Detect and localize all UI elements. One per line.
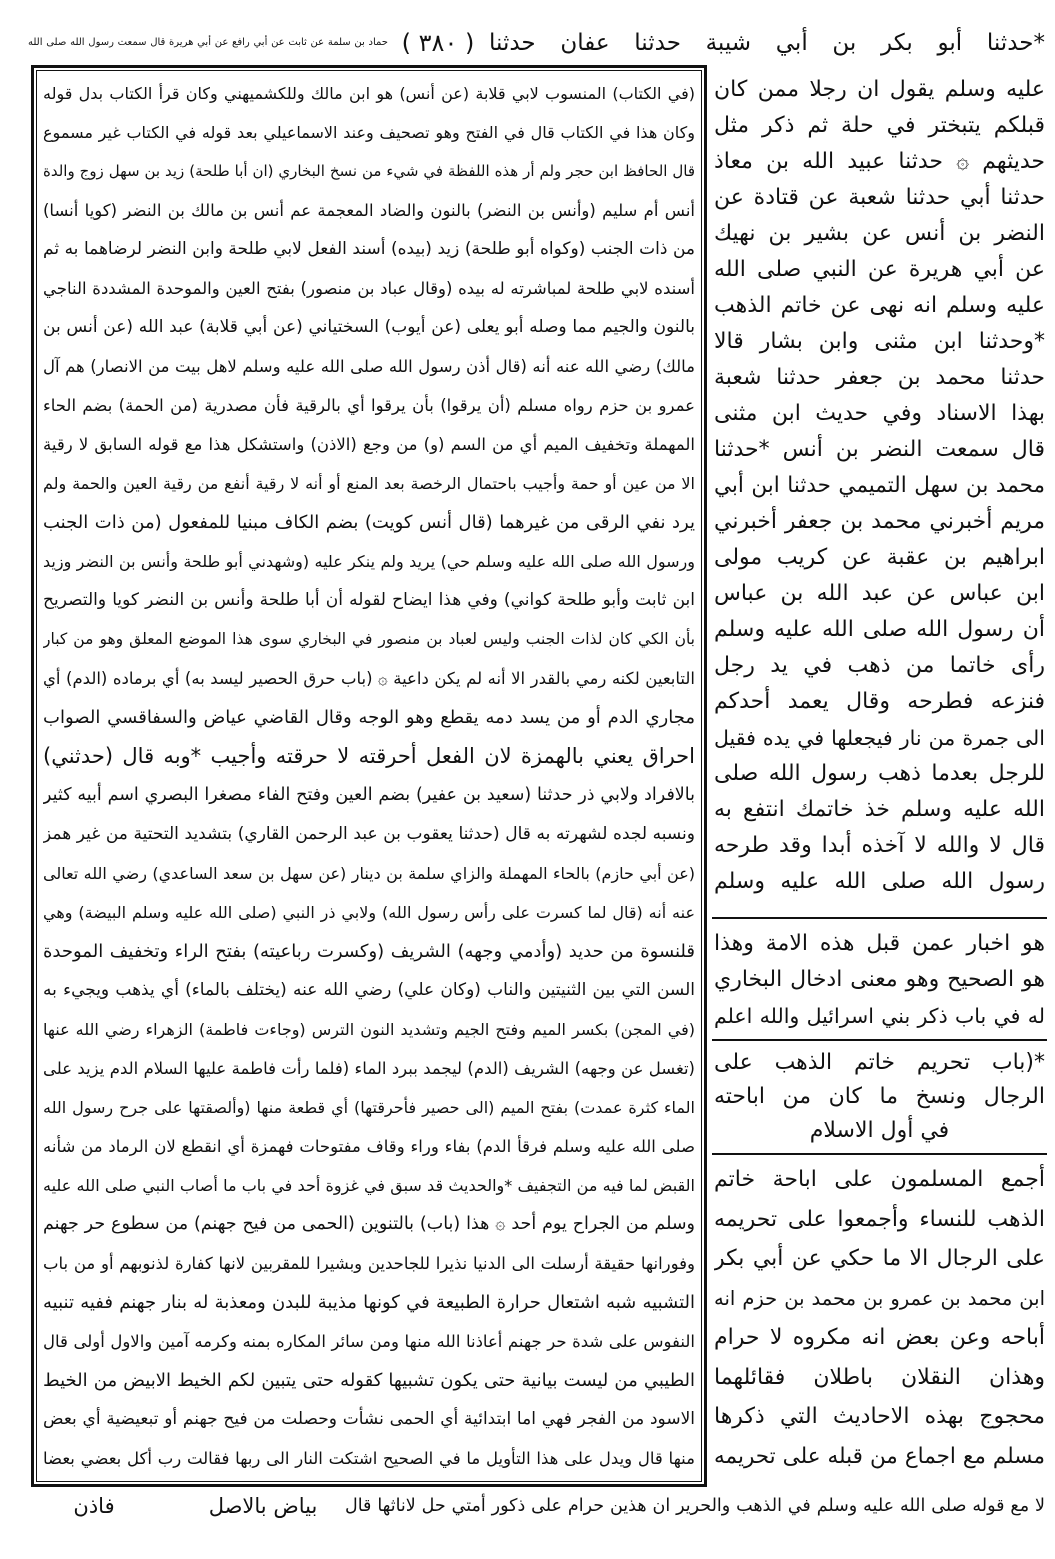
commentary-line: ورسول الله صلى الله عليه وسلم حي) يريد ولم ينكر عليه (وشهدني أبو طلحة وأنس بن النضر وزيد [43, 552, 695, 571]
commentary-line: أسنده لابي طلحة لمباشرته له بيده (وقال عباد بن منصور) بفتح العين والموحدة المشددة الناجي [43, 279, 695, 298]
matn-line: هو اخبار عمن قبل هذه الامة وهذا [714, 931, 1045, 956]
matn-line: مسلم مع اجماع من قبله على تحريمه [714, 1443, 1045, 1469]
commentary-line: منها قال ويدل على هذا التأويل ما في الصحيح اشتكت النار الى ربها فقالت رب أكل بعضي بعضا [43, 1449, 695, 1468]
chapter-heading [714, 1046, 1045, 1148]
matn-line: ابن عباس عن عبد الله بن عباس [714, 581, 1045, 606]
commentary-line: يرد نفي الرقى من غيرهما (قال أنس كويت) بضم الكاف مبنيا للمفعول (من ذات الجنب [43, 512, 695, 533]
commentary-line: ونسبه لجده لشهرته به قال (حدثنا يعقوب بن عبد الرحمن القاري) بتشديد التحتية من غير همز [43, 824, 695, 844]
commentary-line: الطيبي من ليست بيانية حتى يكون تشبيها كقوله حتى يتبين لكم الخيط الابيض من الخيط [43, 1370, 695, 1391]
commentary-line: بالافراد ولابي ذر حدثنا (سعيد بن عفير) بضم العين وفتح الفاء مصغرا البصري اسم أبيه كثير [43, 785, 695, 805]
matn-line: بهذا الاسناد وفي حديث ابن مثنى [714, 401, 1045, 426]
footer-continuation: لا مع قوله صلى الله عليه وسلم في الذهب والحرير ان هذين حرام على ذكور أمتي حل لاناثها قال [345, 1496, 1045, 1516]
page-footer [30, 1489, 1045, 1523]
matn-line: *وحدثنا ابن مثنى وابن بشار قالا [714, 329, 1045, 354]
commentary-line: (عن أبي حازم) بالحاء المهملة والزاي سلمة بن دينار (عن سهل بن سعد الساعدي) رضي الله تعالى [43, 864, 695, 883]
commentary-text [43, 74, 695, 1478]
matn-line: أباحه وعن بعض انه مكروه لا حرام [714, 1325, 1045, 1350]
commentary-line: الا من عين أو حمة وأجيب باحتمال الرخصة بعد المنع أو أنه لا رقية أنفع من رقية العين والحمة ولم [43, 474, 695, 493]
commentary-line: السن التي بين الثنيتين والناب (وكان علي) رضي الله عنه (يختلف بالماء) أي يذهب ويجيء به [43, 980, 695, 1000]
commentary-line: القبض لما فيه من التجفيف *والحديث قد سبق في غزوة أحد في باب ما أصاب النبي صلى الله عليه [43, 1176, 695, 1195]
commentary-line: عنه أنه (قال لما كسرت على رأس رسول الله) ولابي ذر النبي (صلى الله عليه وسلم البيضة) وهي [43, 903, 695, 922]
matn-line: أجمع المسلمون على اباحة خاتم [714, 1167, 1045, 1192]
matn-line: قال لا والله لا آخذه أبدا وقد طرحه [714, 833, 1045, 858]
matn-line: الى جمرة من نار فيجعلها في يده فقيل [714, 726, 1045, 750]
commentary-line: وسلم من الجراح يوم أحد ۞ هذا (باب) بالتنوين (الحمى من فيح جهنم) من سطوع حر جهنم [43, 1214, 695, 1234]
matn-line: رأى خاتما من ذهب في يد رجل [714, 653, 1045, 678]
catchword: فاذن [73, 1494, 115, 1518]
matn-line: أن رسول الله صلى الله عليه وسلم [714, 617, 1045, 642]
commentary-line: (تغسل عن وجهه) الشريف (الدم) ليجمد ببرد الماء (فلما رأت فاطمة عليها السلام الدم يزيد على [43, 1059, 695, 1078]
commentary-line: الاسود من الفجر فهي اما ابتدائية أي الحمى نشأت وحصلت من فيح جهنم أو تبعيضية أي بعض [43, 1409, 695, 1429]
chapter-heading-line: *(باب تحريم خاتم الذهب على [714, 1050, 1045, 1075]
matn-line: الذهب للنساء وأجمعوا على تحريمه [714, 1206, 1045, 1232]
matn-line: النضر بن أنس عن بشير بن نهيك [714, 221, 1045, 246]
header-text-left: حماد بن سلمة عن ثابت عن أبي رافع عن أبي هريرة قال سمعت رسول الله صلى الله [28, 37, 388, 48]
commentary-line: عمرو بن حزم رواه مسلم (أن يرقوا) بأن يرقوا أي بالرقية فأن مصدرية (من الحمة) بضم الحاء [43, 396, 695, 415]
matn-line: ابن محمد بن عمرو بن محمد بن حزم انه [714, 1286, 1045, 1310]
section-divider [712, 917, 1047, 919]
matn-line: قال سمعت النضر بن أنس *حدثنا [714, 437, 1045, 462]
matn-line: فنزعه فطرحه وقال يعمد أحدكم [714, 689, 1045, 714]
commentary-line: النفوس على شدة حر جهنم أعاذنا الله منها ومن سائر المكاره بمنه وكرمه آمين والاول أولى قال [43, 1332, 695, 1351]
commentary-line: من ذات الجنب (وكواه أبو طلحة) زيد (بيده) أسند الفعل لابي طلحة وابن النضر لرضاهما به ثم [43, 239, 695, 259]
commentary-line: وفورانها حقيقة أرسلت الى الدنيا نذيرا للجاحدين وبشيرا للمقربين لانها كفارة لذنوبهم أو من باب [43, 1254, 695, 1273]
page-number: ( ٣٨٠ ) [401, 29, 475, 57]
matn-line: عن أبي هريرة عن النبي صلى الله [714, 257, 1045, 282]
matn-line: قبلكم يتبختر في حلة ثم ذكر مثل [714, 113, 1045, 138]
section-divider [712, 1039, 1047, 1041]
section-divider [712, 1153, 1047, 1155]
commentary-line: احراق يعني بالهمزة لان الفعل أحرقته لا حرقته وأجيب *وبه قال (حدثني) [43, 744, 695, 768]
commentary-line: التشبيه شبه اشتعال حرارة الطبيعة في كونها مذيبة للبدن ومعذبة له بنار جهنم ففيه تنبيه [43, 1292, 695, 1313]
commentary-line: أنس أم سليم (وأنس بن النضر) بالنون والضاد المعجمة عم أنس بن مالك بن النضر (كويا أنسا) [43, 201, 695, 220]
commentary-line: الماء كثرة عمدت) بفتح الميم (الى حصير فأحرقتها) أي قطعة منها (وألصقتها على جرح رسول الله [43, 1098, 695, 1117]
matn-line: عليه وسلم انه نهى عن خاتم الذهب [714, 293, 1045, 318]
commentary-line: (في الكتاب) المنسوب لابي قلابة (عن أنس) هو ابن مالك وللكشميهني وكان قرأ الكتاب بدل قوله [43, 84, 695, 103]
matn-line: مريم أخبرني محمد بن جعفر أخبرني [714, 509, 1045, 534]
matn-line: عليه وسلم يقول ان رجلا ممن كان [714, 77, 1045, 102]
matn-line: رسول الله صلى الله عليه وسلم [714, 869, 1045, 894]
commentary-line: مجاري الدم أو من يسد دمه يقطع وهو الوجه وقال القاضي عياض والسفاقسي الصواب [43, 707, 695, 728]
matn-line: محجوج بهذه الاحاديث التي ذكرها [714, 1404, 1045, 1429]
footer-note: بياض بالاصل [208, 1494, 318, 1518]
matn-line: على الرجال الا ما حكي عن أبي بكر [714, 1246, 1045, 1271]
matn-line: حدثنا محمد بن جعفر حدثنا شعبة [714, 365, 1045, 390]
commentary-line: وكان هذا في الكتاب قال في الفتح وهو تصحيف وعند الاسماعيلي بعد قوله في الكتاب غير مسموع [43, 123, 695, 142]
commentary-line: (في المجن) بكسر الميم وفتح الجيم وتشديد النون الترس (وجاءت فاطمة) الزهراء رضي الله عنها [43, 1020, 695, 1039]
matn-line: وهذان النقلان باطلان فقائلهما [714, 1364, 1045, 1390]
matn-line: حديثهم ۞ حدثنا عبيد الله بن معاذ [714, 149, 1045, 174]
matn-line: للرجل بعدما ذهب رسول الله صلى [714, 761, 1045, 786]
matn-line: الله عليه وسلم خذ خاتمك انتفع به [714, 797, 1045, 822]
commentary-line: بأن الكي كان لذات الجنب وليس لعباد بن منصور في البخاري سوى هذا الموضع المعلق وهو من كبار [43, 630, 695, 648]
commentary-line: بالنون والجيم مما وصله أبو يعلى (عن أيوب) السختياني (عن أبي قلابة) عبد الله (عن أنس بن [43, 317, 695, 337]
matn-block-chapter-text [714, 1160, 1045, 1476]
chapter-heading-line: في أول الاسلام [809, 1118, 950, 1143]
commentary-line: التابعين لكنه رمي بالقدر الا أنه لم يكن داعية ۞ (باب حرق الحصير ليسد به) أي برماده (الدم) أي [43, 669, 695, 688]
matn-line: حدثنا أبي حدثنا شعبة عن قتادة عن [714, 185, 1045, 210]
commentary-line: المهملة وتخفيف الميم أي من السم (و) من وجع (الاذن) واستشكل هذا مع قوله السابق لا رقية [43, 435, 695, 454]
commentary-line: ابن ثابت وأبو طلحة كواني) وفي هذا ايضاح لقوله أن أبا طلحة وأنس بن النضر كويا والتصريح [43, 590, 695, 610]
matn-line: هو الصحيح وهو معنى ادخال البخاري [714, 967, 1045, 992]
commentary-line: قلنسوة من حديد (وأدمي وجهه) الشريف (وكسرت رباعيته) بفتح الراء وتخفيف الموحدة [43, 941, 695, 962]
chapter-heading-line: الرجال ونسخ ما كان من اباحته [714, 1084, 1045, 1109]
matn-line: ابراهيم بن عقبة عن كريب مولى [714, 545, 1045, 570]
commentary-line: صلى الله عليه وسلم فرقأ الدم) بفاء وراء وقاف مفتوحات فهمزة أي انقطع لان الرماد من شأنه [43, 1137, 695, 1156]
header-text-right: *حدثنا أبو بكر بن أبي شيبة حدثنا عفان حدثنا [489, 30, 1045, 56]
commentary-line: مالك) رضي الله عنه أنه (قال أذن رسول الله صلى الله عليه وسلم لاهل بيت من الانصار) هم آل [43, 357, 695, 376]
commentary-line: قال الحافظ ابن حجر ولم أر هذه اللفظة في شيء من نسخ البخاري (ان أبا طلحة) زيد بن سهل زوج والدة [43, 162, 695, 180]
commentary-frame [31, 65, 707, 1487]
matn-line: محمد بن سهل التميمي حدثنا ابن أبي [714, 473, 1045, 498]
matn-block-hadith [714, 72, 1045, 900]
page-header [28, 24, 1045, 62]
matn-line: له في باب ذكر بني اسرائيل والله اعلم [714, 1004, 1045, 1028]
matn-block-note [714, 926, 1045, 1034]
